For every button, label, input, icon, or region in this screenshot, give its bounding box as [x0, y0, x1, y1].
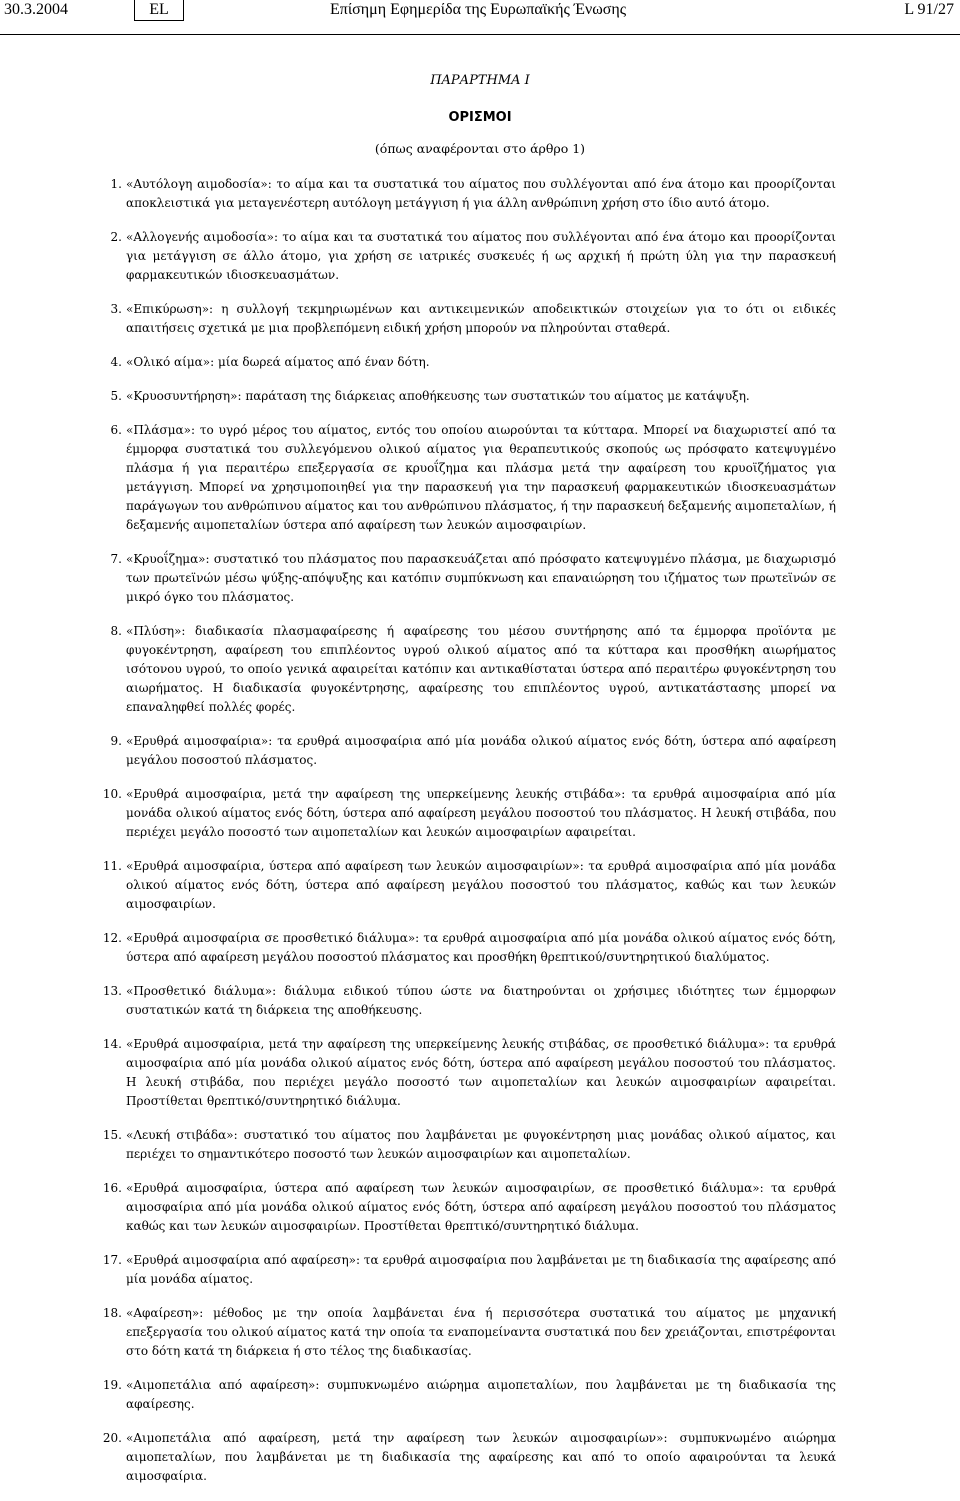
definition-text: «Πλάσμα»: το υγρό μέρος του αίματος, εντός του οποίου αιωρούνται τα κύτταρα. Μπορεί να διαχωριστεί από τα έμμορφα συστατικά του συλλεγόμενου ολικού αίματος για θεραπευτικούς σκοπούς ως πρόσφατο κατεψυγμένο πλάσμα ή για περαιτέρω επεξεργασία σε κρυοΐζημα και πλάσμα μετά την αφαίρεση του κρυοϊζήματος για μετάγγιση. Μπορεί να χρησιμοποιηθεί για την παρασκευή για την παρασκευή φαρμακευτικών ιδιοσκευασμάτων παράγωγων του ανθρώπινου αίματος και του ανθρώπινου πλάσματος, ή την παρασκευή δεξαμενής αιμοπεταλίων, ή δεξαμενής αιμοπεταλίων ύστερα από αφαίρεση των λευκών αιμοσφαιρίων. — [126, 423, 836, 532]
definition-number: 14. — [102, 1037, 122, 1051]
definition-item — [0, 622, 960, 717]
page-reference: L 91/27 — [904, 1, 954, 18]
definition-number: 11. — [102, 859, 122, 873]
definition-text: «Ερυθρά αιμοσφαίρια, μετά την αφαίρεση της υπερκείμενης λευκής στιβάδα»: τα ερυθρά αιμοσφαίρια από μία μονάδα ολικού αίματος ενός δότη, ύστερα από αφαίρεση μεγάλου ποσοστού του πλάσματος. Η λευκή στιβάδα, που περιέχει μεγάλο ποσοστό των αιμοπεταλίων και λευκών αιμοσφαιρίων αφαιρείται. — [126, 787, 836, 839]
definition-number: 7. — [110, 552, 122, 566]
definition-item — [0, 732, 960, 770]
definition-number: 19. — [102, 1378, 122, 1392]
journal-title: Επίσημη Εφημερίδα της Ευρωπαϊκής Ένωσης — [330, 1, 627, 18]
definition-number: 1. — [110, 177, 122, 191]
definition-number: 17. — [102, 1253, 122, 1267]
definition-text: «Αλλογενής αιμοδοσία»: το αίμα και τα συστατικά του αίματος που συλλέγονται από ένα άτομο και προορίζονται για μετάγγιση σε άλλο άτομο, για χρήση σε ιατρικές συσκευές ή ως αρχική ή πρώτη ύλη για την παρασκευή φαρμακευτικών ιδιοσκευασμάτων. — [126, 230, 836, 282]
definition-text: «Κρυοσυντήρηση»: παράταση της διάρκειας αποθήκευσης των συστατικών του αίματος με κατάψυξη. — [126, 389, 750, 403]
definition-number: 12. — [102, 931, 122, 945]
definition-item — [0, 1035, 960, 1111]
definition-text: «Ερυθρά αιμοσφαίρια, ύστερα από αφαίρεση των λευκών αιμοσφαιρίων»: τα ερυθρά αιμοσφαίρια από μία μονάδα ολικού αίματος ενός δότη, ύστερα από αφαίρεση μεγάλου ποσοστού του πλάσματος, καθώς και των λευκών αιμοσφαιρίων. — [126, 859, 836, 911]
definition-text: «Ερυθρά αιμοσφαίρια, μετά την αφαίρεση της υπερκείμενης λευκής στιβάδας, σε προσθετικό διάλυμα»: τα ερυθρά αιμοσφαίρια από μία μονάδα ολικού αίματος ενός δότη, ύστερα από αφαίρεση μεγάλου ποσοστού του πλάσματος. Η λευκή στιβάδα, που περιέχει μεγάλο ποσοστό των αιμοπεταλίων και λευκών αιμοσφαιρίων αφαιρείται. Προστίθεται θρεπτικό/συντηρητικό διάλυμα. — [126, 1037, 836, 1108]
definition-item — [0, 1304, 960, 1361]
publication-date: 30.3.2004 — [4, 1, 68, 18]
definition-text: «Πλύση»: διαδικασία πλασμαφαίρεσης ή αφαίρεσης του μέσου συντήρησης από τα έμμορφα προϊόντα με φυγοκέντρηση, αφαίρεση του επιπλέοντος υγρού ολικού αίματος από τα κύτταρα και προσθήκη αιωρήματος ισότονου υγρού, το οποίο γενικά αφαιρείται κατόπιν και αντικαθίσταται ύστερα από περαιτέρω φυγοκέντρηση του αιωρήματος. Η διαδικασία φυγοκέντρησης, αφαίρεσης του επιπλέοντος υγρού, αντικατάστασης μπορεί να επαναληφθεί πολλές φορές. — [126, 624, 836, 714]
definition-text: «Αυτόλογη αιμοδοσία»: το αίμα και τα συστατικά του αίματος που συλλέγονται από ένα άτομο και προορίζονται αποκλειστικά για μεταγενέστερη αυτόλογη μετάγγιση ή για άλλη ανθρώπινη χρήση στο ίδιο αυτό άτομο. — [126, 177, 836, 210]
journal-header — [0, 0, 960, 35]
definition-text: «Αιμοπετάλια από αφαίρεση»: συμπυκνωμένο αιώρημα αιμοπεταλίων, που λαμβάνεται με τη διαδικασία της αφαίρεσης. — [126, 1378, 836, 1411]
definition-text: «Λευκή στιβάδα»: συστατικό του αίματος που λαμβάνεται με φυγοκέντρηση μιας μονάδας ολικού αίματος, και περιέχει το σημαντικότερο ποσοστό των λευκών αιμοσφαιρίων και αιμοπεταλίων. — [126, 1128, 836, 1161]
definitions-list — [0, 175, 960, 1501]
definition-item — [0, 1179, 960, 1236]
definition-number: 3. — [110, 302, 122, 316]
definition-text: «Αφαίρεση»: μέθοδος με την οποία λαμβάνεται ένα ή περισσότερα συστατικά του αίματος με μηχανική επεξεργασία του ολικού αίματος κατά την οποία τα εναπομείναντα συστατικά που δεν χρειάζονται, επιστρέφονται στο δότη κατά τη διάρκεια ή στο τέλος της διαδικασίας. — [126, 1306, 836, 1358]
definition-number: 6. — [110, 423, 122, 437]
definition-item — [0, 550, 960, 607]
definition-number: 20. — [102, 1431, 122, 1445]
definition-number: 9. — [110, 734, 122, 748]
definition-item — [0, 785, 960, 842]
definition-number: 16. — [102, 1181, 122, 1195]
definition-number: 13. — [102, 984, 122, 998]
definition-number: 8. — [110, 624, 122, 638]
definition-number: 18. — [102, 1306, 122, 1320]
definition-text: «Επικύρωση»: η συλλογή τεκμηριωμένων και αντικειμενικών αποδεικτικών στοιχείων για το ότι οι ειδικές απαιτήσεις σχετικά με μια προβλεπόμενη ειδική χρήση μπορούν να πληρούνται σταθερά. — [126, 302, 836, 335]
definition-text: «Ερυθρά αιμοσφαίρια»: τα ερυθρά αιμοσφαίρια από μία μονάδα ολικού αίματος ενός δότη, ύστερα από αφαίρεση μεγάλου ποσοστού πλάσματος. — [126, 734, 836, 767]
definition-text: «Ερυθρά αιμοσφαίρια από αφαίρεση»: τα ερυθρά αιμοσφαίρια που λαμβάνεται με τη διαδικασία της αφαίρεσης από μία μονάδα αίματος. — [126, 1253, 836, 1286]
definition-text: «Αιμοπετάλια από αφαίρεση, μετά την αφαίρεση των λευκών αιμοσφαιρίων»: συμπυκνωμένο αιώρημα αιμοπεταλίων, που λαμβάνεται με τη διαδικασία της αφαίρεσης και από το οποίο αφαιρούνται τα λευκά αιμοσφαίρια. — [126, 1431, 836, 1483]
definition-number: 2. — [110, 230, 122, 244]
definition-number: 4. — [110, 355, 122, 369]
definition-item — [0, 1126, 960, 1164]
definition-item — [0, 982, 960, 1020]
definition-number: 15. — [102, 1128, 122, 1142]
definition-item — [0, 857, 960, 914]
definition-item — [0, 300, 960, 338]
definition-text: «Ολικό αίμα»: μία δωρεά αίματος από έναν δότη. — [126, 355, 430, 369]
definition-item — [0, 175, 960, 213]
definition-item — [0, 387, 960, 406]
article-reference: (όπως αναφέρονται στο άρθρο 1) — [374, 141, 586, 156]
section-title: ΟΡΙΣΜΟΙ — [448, 110, 512, 125]
definition-item — [0, 421, 960, 535]
definition-text: «Κρυοΐζημα»: συστατικό του πλάσματος που παρασκευάζεται από πρόσφατο κατεψυγμένο πλάσμα, με διαχωρισμό των πρωτεϊνών μέσω ψύξης-απόψυξης και κατόπιν συμπύκνωση και επαναιώρηση του ιζήματος των πρωτεϊνών σε μικρό όγκο του πλάσματος. — [126, 552, 836, 604]
language-code: EL — [134, 0, 184, 21]
definition-item — [0, 228, 960, 285]
definition-item — [0, 353, 960, 372]
definition-item — [0, 929, 960, 967]
definition-item — [0, 1429, 960, 1486]
definition-text: «Ερυθρά αιμοσφαίρια σε προσθετικό διάλυμα»: τα ερυθρά αιμοσφαίρια από μία μονάδα ολικού αίματος ενός δότη, ύστερα από αφαίρεση μεγάλου ποσοστού πλάσματος και προσθήκη θρεπτικού/συντηρητικού διαλύματος. — [126, 931, 836, 964]
annex-title: ΠΑΡΑΡΤΗΜΑ I — [430, 73, 530, 88]
definition-item — [0, 1376, 960, 1414]
definition-number: 5. — [110, 389, 122, 403]
definition-number: 10. — [102, 787, 122, 801]
definition-text: «Ερυθρά αιμοσφαίρια, ύστερα από αφαίρεση των λευκών αιμοσφαιρίων, σε προσθετικό διάλυμα»: τα ερυθρά αιμοσφαίρια από μία μονάδα ολικού αίματος ενός δότη, ύστερα από αφαίρεση μεγάλου ποσοστού του πλάσματος καθώς και των λευκών αιμοσφαιρίων. Προστίθεται θρεπτικό/συντηρητικό διάλυμα. — [126, 1181, 836, 1233]
definition-text: «Προσθετικό διάλυμα»: διάλυμα ειδικού τύπου ώστε να διατηρούνται οι χρήσιμες ιδιότητες των έμμορφων συστατικών κατά τη διάρκεια της αποθήκευσης. — [126, 984, 836, 1017]
definition-item — [0, 1251, 960, 1289]
